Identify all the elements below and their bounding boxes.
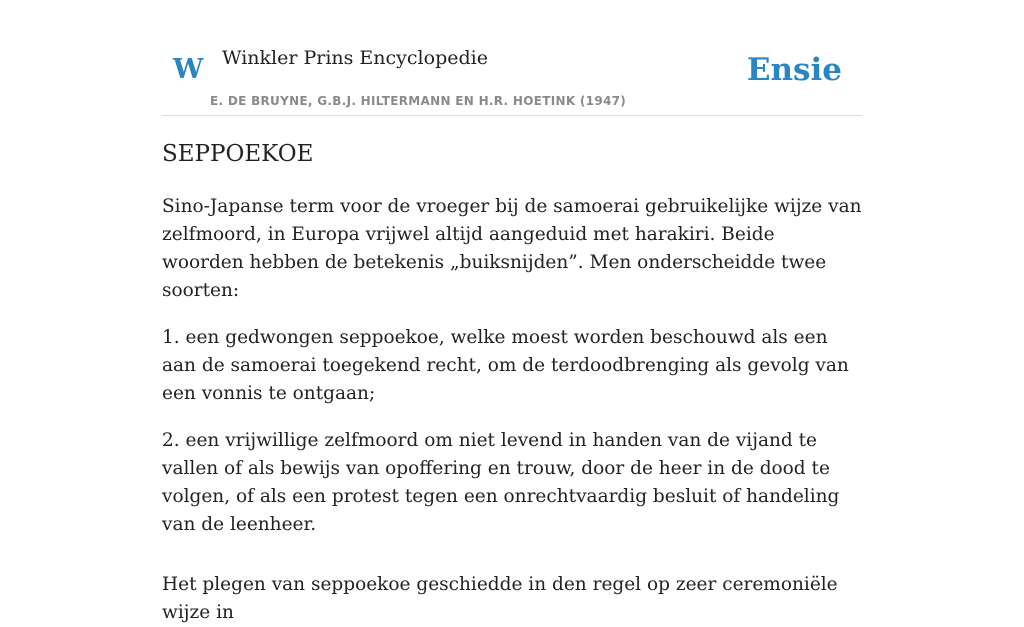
- body-paragraph: Het plegen van seppoekoe geschiedde in den regel op zeer ceremoniële wijze in: [162, 574, 838, 623]
- list-item-1: 1. een gedwongen seppoekoe, welke moest worden beschouwd als een aan de samoerai toegekend recht, om de terdoodbrenging als gevolg van een vonnis te ontgaan;: [162, 327, 849, 404]
- list-item-2: 2. een vrijwillige zelfmoord om niet levend in handen van de vijand te vallen of als bewijs van opoffering en trouw, door de heer in de dood te volgen, of als een protest tegen een onrechtvaardig besluit of handeling van de leenheer.: [162, 430, 840, 535]
- publication-logo[interactable]: W: [173, 54, 204, 85]
- ensie-logo-link[interactable]: Ensie: [746, 52, 842, 88]
- authors-line: E. DE BRUYNE, G.B.J. HILTERMANN EN H.R. HOETINK (1947): [210, 94, 627, 108]
- article-title: SEPPOEKOE: [162, 141, 314, 167]
- article: [162, 138, 862, 627]
- site-header: [162, 30, 862, 116]
- work-title[interactable]: Winkler Prins Encyclopedie: [222, 47, 488, 69]
- intro-paragraph: Sino-Japanse term voor de vroeger bij de samoerai gebruikelijke wijze van zelfmoord, in Europa vrijwel altijd aangeduid met harakiri. Beide woorden hebben de betekenis „buiksnijden”. Men onderscheidde twee soorten:: [162, 196, 862, 301]
